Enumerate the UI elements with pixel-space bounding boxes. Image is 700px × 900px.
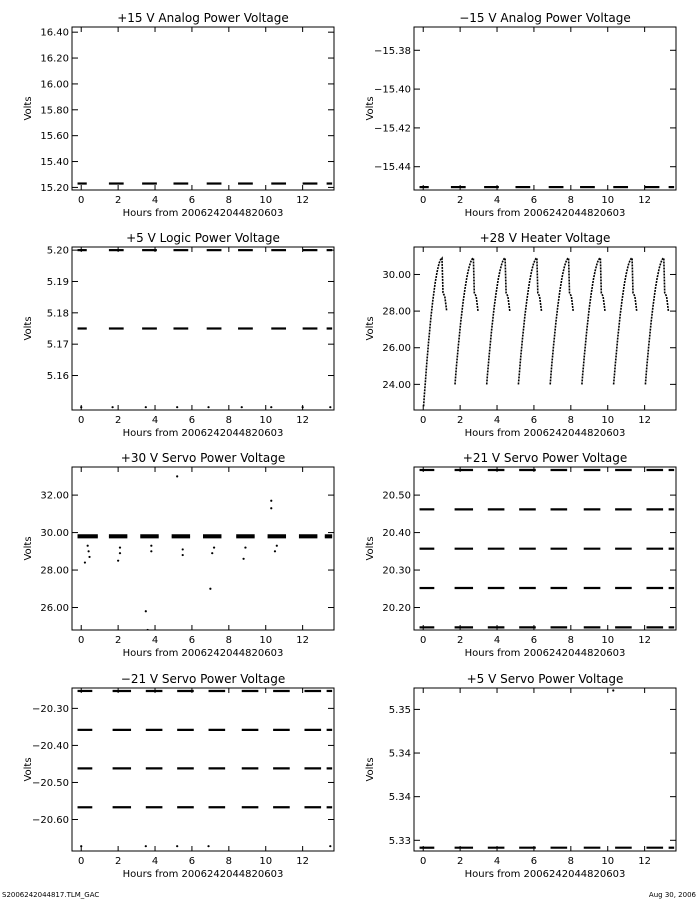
x-tick-label: 10 <box>601 856 615 867</box>
plot-area <box>420 470 675 627</box>
data-point <box>270 500 272 502</box>
data-point <box>119 546 121 548</box>
x-axis-label: Hours from 2006242044820603 <box>122 428 284 439</box>
chart-title: +15 V Analog Power Voltage <box>117 11 289 25</box>
x-tick-label: 4 <box>493 635 501 646</box>
data-point <box>270 507 272 509</box>
plot-area <box>78 475 333 631</box>
y-tick-label: 20.30 <box>382 565 411 577</box>
x-axis-label: Hours from 2006242044820603 <box>464 869 626 880</box>
plot-frame <box>72 467 334 630</box>
data-point <box>276 545 278 547</box>
y-tick-label: 15.40 <box>40 157 69 169</box>
x-tick-label: 6 <box>530 635 538 646</box>
y-tick-label: −15.38 <box>373 45 411 57</box>
x-tick-label: 6 <box>188 635 196 646</box>
x-tick-label: 0 <box>420 635 427 646</box>
data-point <box>88 550 90 552</box>
data-point <box>329 845 331 847</box>
x-tick-label: 10 <box>601 635 615 646</box>
y-tick-label: 20.40 <box>382 528 411 540</box>
chart-title: +30 V Servo Power Voltage <box>120 451 286 465</box>
data-point <box>119 552 121 554</box>
y-tick-label: 5.34 <box>388 748 411 760</box>
x-tick-label: 6 <box>530 415 538 426</box>
data-point <box>242 558 244 560</box>
y-axis-label: Volts <box>23 96 34 121</box>
data-series-line <box>645 258 668 384</box>
data-point <box>176 845 178 847</box>
data-point <box>111 406 113 408</box>
x-tick-label: 8 <box>567 415 575 426</box>
x-tick-label: 10 <box>259 195 273 206</box>
x-tick-label: 6 <box>188 856 196 867</box>
x-tick-label: 0 <box>420 856 427 867</box>
x-tick-label: 2 <box>114 856 122 867</box>
x-tick-label: 10 <box>259 635 273 646</box>
chart-panel <box>23 231 334 439</box>
y-tick-label: 5.16 <box>46 371 69 383</box>
data-point <box>87 545 89 547</box>
y-tick-label: 15.60 <box>40 131 69 143</box>
plot-frame <box>414 27 676 190</box>
chart-panel <box>23 672 334 880</box>
data-point <box>207 845 209 847</box>
x-tick-label: 2 <box>456 635 464 646</box>
x-tick-label: 2 <box>114 195 122 206</box>
x-tick-label: 2 <box>456 415 464 426</box>
x-tick-label: 12 <box>296 415 310 426</box>
data-point <box>150 550 152 552</box>
y-tick-label: −20.60 <box>31 815 69 827</box>
y-tick-label: −15.40 <box>373 84 411 96</box>
x-tick-label: 4 <box>151 195 159 206</box>
x-tick-label: 4 <box>493 415 501 426</box>
x-axis-label: Hours from 2006242044820603 <box>464 428 626 439</box>
y-tick-label: 20.50 <box>382 490 411 502</box>
x-tick-label: 12 <box>296 856 310 867</box>
data-point <box>182 554 184 556</box>
y-tick-label: 30.00 <box>382 269 411 281</box>
y-tick-label: −20.30 <box>31 703 69 715</box>
data-point <box>612 689 614 691</box>
y-tick-label: −20.40 <box>31 740 69 752</box>
y-axis-label: Volts <box>23 757 34 782</box>
x-tick-label: 0 <box>420 415 427 426</box>
data-point <box>274 550 276 552</box>
data-point <box>176 406 178 408</box>
y-tick-label: 16.20 <box>40 53 69 65</box>
data-series-line <box>550 258 573 384</box>
data-point <box>213 546 215 548</box>
x-tick-label: 12 <box>296 195 310 206</box>
y-tick-label: 15.80 <box>40 105 69 117</box>
x-tick-label: 8 <box>225 195 233 206</box>
chart-panel <box>365 672 676 880</box>
y-tick-label: −20.50 <box>31 777 69 789</box>
x-tick-label: 12 <box>638 195 652 206</box>
data-series-line <box>424 258 447 406</box>
y-tick-label: 5.34 <box>388 792 411 804</box>
data-point <box>329 406 331 408</box>
x-tick-label: 6 <box>530 195 538 206</box>
data-point <box>209 588 211 590</box>
x-axis-label: Hours from 2006242044820603 <box>464 648 626 659</box>
data-point <box>241 406 243 408</box>
x-tick-label: 0 <box>78 856 85 867</box>
y-tick-label: 26.00 <box>40 603 69 615</box>
x-axis-label: Hours from 2006242044820603 <box>122 208 284 219</box>
y-tick-label: 5.19 <box>46 276 69 288</box>
y-tick-label: 32.00 <box>40 490 69 502</box>
chart-panel <box>365 231 676 439</box>
y-tick-label: −15.44 <box>373 162 411 174</box>
x-tick-label: 10 <box>259 856 273 867</box>
chart-title: +5 V Logic Power Voltage <box>126 231 280 245</box>
plot-area <box>78 691 333 847</box>
y-tick-label: 26.00 <box>382 343 411 355</box>
y-tick-label: 28.00 <box>40 565 69 577</box>
x-tick-label: 12 <box>638 856 652 867</box>
y-tick-label: 5.33 <box>388 835 411 847</box>
y-tick-label: −15.42 <box>373 123 411 135</box>
y-tick-label: 5.35 <box>388 704 411 716</box>
data-point <box>145 610 147 612</box>
plot-frame <box>414 467 676 630</box>
y-tick-label: 5.20 <box>46 245 69 257</box>
data-series-line <box>582 258 605 384</box>
x-tick-label: 2 <box>456 856 464 867</box>
y-tick-label: 16.40 <box>40 27 69 39</box>
y-tick-label: 16.00 <box>40 79 69 91</box>
data-point <box>176 475 178 477</box>
x-tick-label: 4 <box>151 635 159 646</box>
x-tick-label: 8 <box>225 856 233 867</box>
data-point <box>145 845 147 847</box>
x-axis-label: Hours from 2006242044820603 <box>122 869 284 880</box>
chart-panel <box>23 11 334 219</box>
x-tick-label: 6 <box>188 195 196 206</box>
y-tick-label: 5.18 <box>46 308 69 320</box>
y-tick-label: 30.00 <box>40 528 69 540</box>
data-point <box>84 561 86 563</box>
y-tick-label: 28.00 <box>382 306 411 318</box>
x-tick-label: 12 <box>638 635 652 646</box>
data-point <box>117 560 119 562</box>
y-tick-label: 20.20 <box>382 603 411 615</box>
chart-panel <box>365 451 676 659</box>
x-tick-label: 0 <box>78 415 85 426</box>
data-point <box>270 406 272 408</box>
x-tick-label: 10 <box>601 195 615 206</box>
data-series-line <box>518 258 541 384</box>
y-axis-label: Volts <box>365 96 376 121</box>
data-series-line <box>487 258 510 384</box>
y-axis-label: Volts <box>23 316 34 341</box>
footer-file-name: S2006242044817.TLM_GAC <box>2 891 100 899</box>
x-tick-label: 4 <box>151 856 159 867</box>
x-tick-label: 10 <box>601 415 615 426</box>
x-axis-label: Hours from 2006242044820603 <box>464 208 626 219</box>
x-tick-label: 6 <box>188 415 196 426</box>
chart-panel <box>365 11 676 219</box>
plot-frame <box>72 688 334 851</box>
data-point <box>150 545 152 547</box>
x-tick-label: 8 <box>567 195 575 206</box>
x-tick-label: 8 <box>225 635 233 646</box>
x-tick-label: 8 <box>567 856 575 867</box>
x-tick-label: 4 <box>493 195 501 206</box>
x-tick-label: 4 <box>151 415 159 426</box>
data-series-line <box>455 258 478 384</box>
y-axis-label: Volts <box>365 316 376 341</box>
x-tick-label: 0 <box>420 195 427 206</box>
x-tick-label: 0 <box>78 195 85 206</box>
plot-frame <box>72 27 334 190</box>
x-tick-label: 8 <box>567 635 575 646</box>
x-tick-label: 6 <box>530 856 538 867</box>
x-tick-label: 0 <box>78 635 85 646</box>
data-point <box>244 546 246 548</box>
chart-title: +5 V Servo Power Voltage <box>466 672 624 686</box>
x-tick-label: 2 <box>114 635 122 646</box>
x-tick-label: 10 <box>259 415 273 426</box>
chart-title: −15 V Analog Power Voltage <box>459 11 631 25</box>
y-tick-label: 15.20 <box>40 182 69 194</box>
plot-frame <box>414 688 676 851</box>
x-tick-label: 12 <box>638 415 652 426</box>
data-point <box>207 406 209 408</box>
data-series-line <box>614 258 637 384</box>
plot-area <box>424 258 669 406</box>
x-tick-label: 4 <box>493 856 501 867</box>
plot-frame <box>414 247 676 410</box>
y-axis-label: Volts <box>365 536 376 561</box>
chart-panel <box>23 451 334 659</box>
x-tick-label: 2 <box>456 195 464 206</box>
y-axis-label: Volts <box>23 536 34 561</box>
data-point <box>145 406 147 408</box>
x-tick-label: 2 <box>114 415 122 426</box>
y-axis-label: Volts <box>365 757 376 782</box>
data-point <box>88 556 90 558</box>
y-tick-label: 24.00 <box>382 379 411 391</box>
chart-title: +28 V Heater Voltage <box>479 231 611 245</box>
x-tick-label: 8 <box>225 415 233 426</box>
x-tick-label: 12 <box>296 635 310 646</box>
data-point <box>211 552 213 554</box>
chart-title: +21 V Servo Power Voltage <box>462 451 628 465</box>
chart-title: −21 V Servo Power Voltage <box>120 672 286 686</box>
plot-area <box>78 250 333 408</box>
data-point <box>182 548 184 550</box>
y-tick-label: 5.17 <box>46 339 69 351</box>
plot-area <box>420 689 675 847</box>
x-axis-label: Hours from 2006242044820603 <box>122 648 284 659</box>
footer-date: Aug 30, 2006 <box>648 891 696 899</box>
